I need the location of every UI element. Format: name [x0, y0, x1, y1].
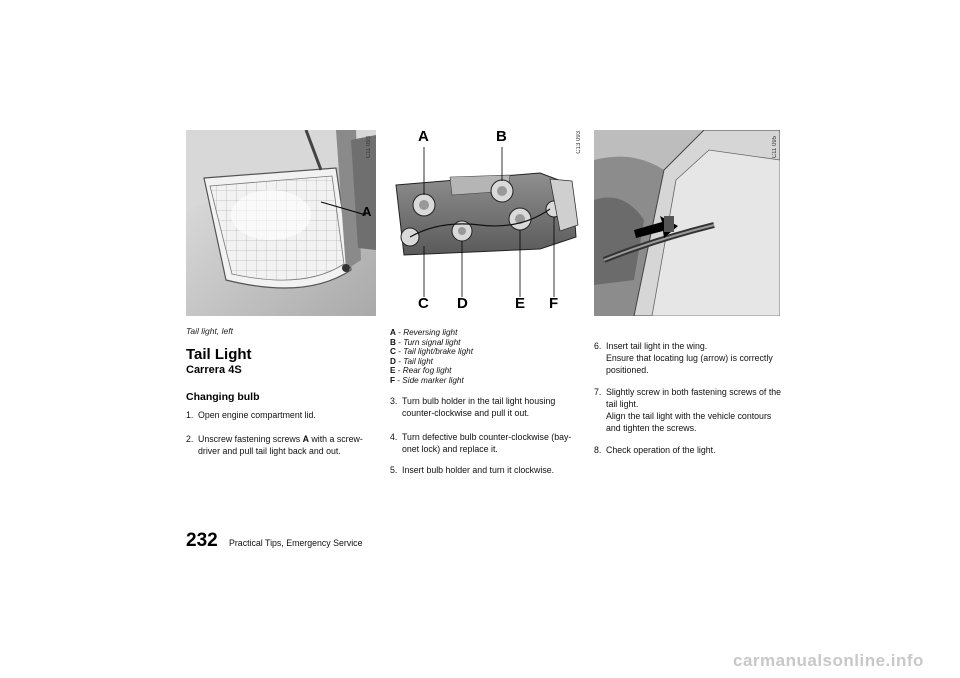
legend-item: E - Rear fog light: [390, 366, 452, 376]
step-text: Slightly screw in both fastening screws of the: [606, 387, 782, 397]
photo-tail-light-insert: [594, 130, 780, 316]
step-1: [186, 409, 376, 421]
legend-item: A - Reversing light: [390, 328, 458, 337]
step-number: 3.: [390, 396, 398, 406]
step-text-continued: positioned.: [606, 365, 649, 375]
diagram-label-d: D: [457, 295, 468, 312]
photo-tail-light-left: [186, 130, 376, 316]
step-5: [390, 464, 590, 476]
diagram-label-f: F: [549, 295, 559, 312]
footer-section-title: Practical Tips, Emergency Service: [229, 538, 363, 548]
diagram-label-b: B: [496, 128, 507, 145]
page-number: 232: [186, 530, 218, 551]
step-number: 7.: [594, 387, 602, 397]
photo-code: C13 093: [576, 131, 582, 154]
step-text-continued: onet lock) and replace it.: [402, 444, 498, 454]
step-number: 6.: [594, 341, 602, 351]
step-text: Turn defective bulb counter-clockwise (bay-: [402, 432, 572, 442]
step-7: [594, 386, 794, 434]
diagram-label-c: C: [418, 295, 429, 312]
section-heading: Changing bulb: [186, 391, 260, 403]
step-number: 1.: [186, 410, 194, 420]
diagram-label-e: E: [515, 295, 526, 312]
step-4: [390, 431, 590, 455]
legend-item: B - Turn signal light: [390, 337, 461, 347]
photo-code: C11 095: [772, 136, 778, 159]
step-8: [594, 444, 794, 456]
step-text-continued: and tighten the screws.: [606, 423, 697, 433]
step-text-continued: tail light.: [606, 399, 639, 409]
step-3: [390, 395, 590, 419]
diagram-label-a: A: [418, 128, 429, 145]
step-text: Check operation of the light.: [606, 445, 716, 455]
step-text: Insert tail light in the wing.: [606, 341, 708, 351]
step-6: [594, 340, 794, 376]
step-text: Insert bulb holder and turn it clockwise.: [402, 465, 555, 475]
legend-item: C - Tail light/brake light: [390, 347, 473, 357]
step-number: 2.: [186, 434, 194, 444]
legend-item: D - Tail light: [390, 356, 433, 366]
step-2: [186, 433, 386, 457]
legend-item: F - Side marker light: [390, 375, 464, 385]
caption-tail-light-left: Tail light, left: [186, 326, 233, 336]
step-text: Open engine compartment lid.: [198, 410, 316, 420]
photo-code: C11 093: [366, 136, 372, 159]
diagram-bulb-holders: [390, 125, 586, 315]
step-text: Turn bulb holder in the tail light housing: [402, 396, 556, 406]
step-number: 5.: [390, 465, 398, 475]
step-text-continued: Align the tail light with the vehicle contours: [606, 411, 772, 421]
step-text: with a screw-: [308, 434, 363, 444]
watermark-text: carmanualsonline.info: [733, 651, 924, 670]
model-subtitle: Carrera 4S: [186, 364, 242, 376]
step-text-continued: counter-clockwise and pull it out.: [402, 408, 530, 418]
screw-reference: A: [302, 434, 309, 444]
step-number: 8.: [594, 445, 602, 455]
step-number: 4.: [390, 432, 398, 442]
step-text: Unscrew fastening screws: [198, 434, 303, 444]
step-text-continued: driver and pull tail light back and out.: [198, 446, 341, 456]
step-text-continued: Ensure that locating lug (arrow) is correctly: [606, 353, 773, 363]
callout-label-a: A: [362, 204, 372, 219]
bulb-legend: [390, 328, 586, 386]
page-title: Tail Light: [186, 346, 252, 363]
